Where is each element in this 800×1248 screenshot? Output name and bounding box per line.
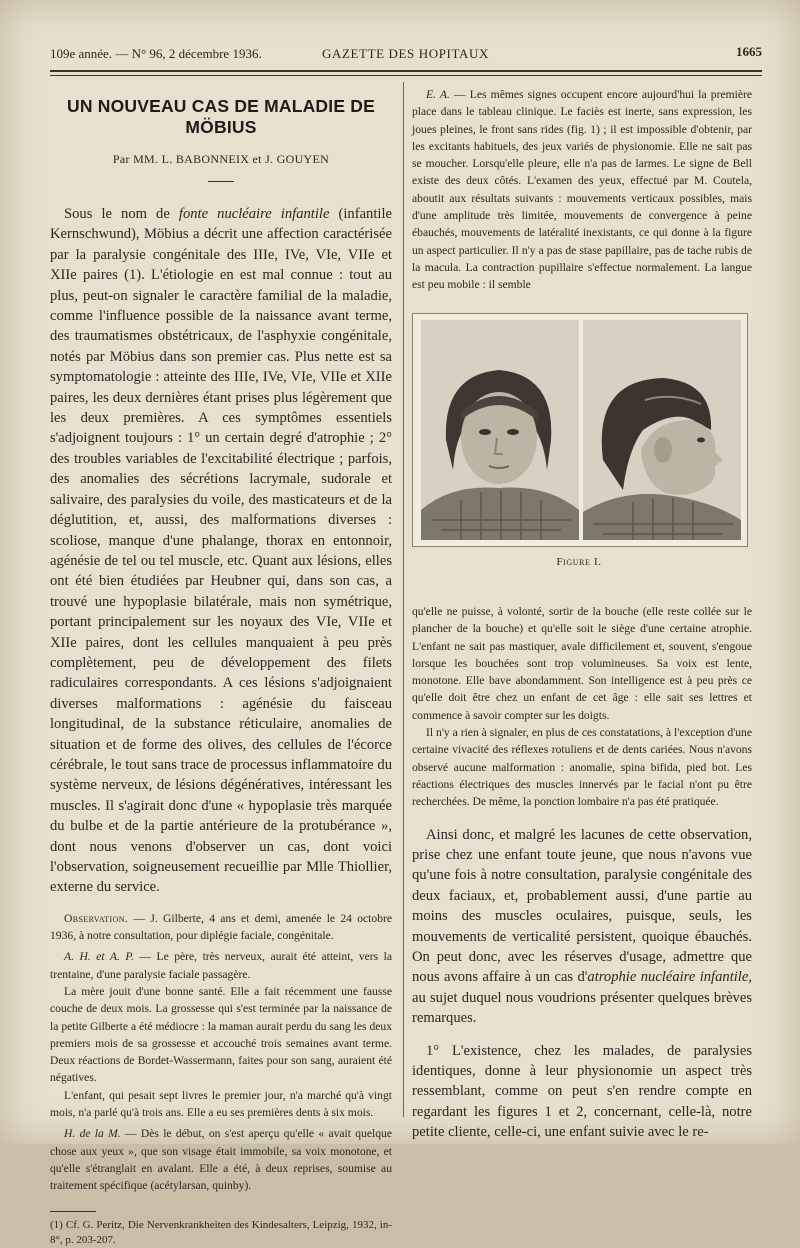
title-separator [208, 181, 234, 182]
hm-paragraph [50, 1125, 392, 1194]
tongue-paragraph: qu'elle ne puisse, à volonté, sortir de la bouche (elle reste collée sur le plancher de la bouche) et qu'elle soit le siège d'une certaine atrophie. L'enfant ne sait pas mastiquer, avale difficilement et, souvent, s'engoue lorsque les bouchées sont trop volumineuses. Sa voix est lente, monotone. Elle bave abondamment. Son intelligence est à peu près ce qu'elle doit être chez un enfant de cet âge : elle sait ses lettres et commence à savoir compter sur les doigts. [412, 605, 752, 722]
conclusion-paragraph [412, 825, 752, 1029]
page-header [50, 44, 762, 64]
page-number: 1665 [736, 44, 762, 59]
ah-label: A. H. et A. P. [64, 950, 134, 964]
point-1-paragraph: 1° L'existence, chez les malades, de paralysies identiques, donne à leur physionomie un aspect très ressemblant, comme on peut s'en rendre compte en regardant les figures 1 et 2, concernant, celle-là, notre petite cliente, celle-ci, une enfant suivie avec le re- [412, 1042, 752, 1141]
conclusion-text-start: Ainsi donc, et malgré les lacunes de cette observation, prise chez une enfant toute jeune, que nous n'avons vue qu'une fois à notre consultation, paralysie congénitale des deux faciaux, et, probablement aussi, d'une partie au moins des muscles oculaires, puisque, seuls, les mouvements de verticalité persistent, quoique ébauchés. On peut donc, avec les réserves d'usage, admettre que nous avons affaire à un cas d' [412, 826, 752, 986]
hm-text: — Dès le début, on s'est aperçu qu'elle « avait quelque chose aux yeux », que son visage était immobile, sa voix monotone, et qu'elle s'étranglait en avalant. Elle a été, à deux reprises, soumise au traitement spécifique (acétylarsan, quinby). [50, 1127, 392, 1193]
header-rule-thick [50, 70, 762, 72]
ea-paragraph [412, 86, 752, 294]
footnote-rule [50, 1211, 96, 1212]
observation-text: — J. Gilberte, 4 ans et demi, amenée le 24 octobre 1936, à notre consultation, pour diplégie faciale, congénitale. [50, 911, 392, 943]
ea-text: — Les mêmes signes occupent encore aujourd'hui la première place dans le tableau clinique. Le faciès est inerte, sans expression, les joues pleines, le front sans rides (fig. 1) ; il est impossible d'obtenir, par les excitants habituels, des jeux variés de physionomie. Elle ne sait pas se moucher. Lorsqu'elle pleure, elle n'a pas de larmes. Le signe de Bell existe des deux côtés. L'examen des yeux, effectué par M. Coutela, aboutit aux résultats suivants : mouvements verticaux possibles, mais d'une amplitude très limitée, mouvements de convergence à peine ébauchés, mouvements de latéralité inexistants, ce qui donne à la figure un aspect particulier. Il n'y a pas de stase papillaire, pas de tache rubis de la macula. La contraction pupillaire s'effectue normalement. La langue est peu mobile : il semble [412, 88, 752, 292]
child-front-portrait [421, 320, 579, 540]
mother-paragraph: La mère jouit d'une bonne santé. Elle a fait récemment une fausse couche de deux mois. La grossesse qui s'est terminée par la naissance de la petite Gilberte a été médiocre : la maman aurait perdu du sang les deux premiers mois de sa grossesse et accouché trois semaines avant terme. Deux réactions de Bordet-Wassermann, faites pour son sang, auraient été négatives. [50, 985, 392, 1085]
hm-label: H. de la M. [64, 1127, 121, 1141]
figure-caption: Figure I. [556, 556, 602, 568]
child-profile-portrait [583, 320, 741, 540]
observation-label: Observation. [64, 911, 129, 925]
issue-info: 109e année. — N° 96, 2 décembre 1936. [50, 46, 262, 61]
column-divider [403, 82, 404, 1117]
header-rule-thin [50, 75, 762, 76]
photo-profile-view [583, 320, 741, 540]
conclusion-italic-term: atrophie nucléaire infantile [587, 969, 749, 986]
ah-paragraph [50, 948, 392, 983]
footnote: (1) Cf. G. Peritz, Die Nervenkrankheiten des Kindesalters, Leipzig, 1932, in-8°, p. 203-207. [50, 1218, 392, 1246]
intro-text-rest: (infantile Kernschwund), Möbius a décrit une affection caractérisée par la paralysie congénitale des IIIe, IVe, VIe, VIIe et XIIe paires (1). L'étiologie en est mal connue : tout au plus, peut-on signaler le caractère familial de la maladie, comme l'influence possible de la naissance avant terme, des traumatismes obstétricaux, de l'asphyxie congénitale, notés par Möbius dans son premier cas. Plus nette est sa symptomatologie : atteinte des IIIe, IVe, VIe, VIIe et XIIe paires, les deux dernières étant prises plus légèrement que les deux premières. A ces symptômes essentiels s'adjoignent toujours : 1° un certain degré d'atrophie ; 2° des troubles variables de l'excitabilité électrique ; parfois, des anomalies des sécrétions lacrymale, sudorale et salivaire, des paralysies du voile, des masticateurs et de la déglutition, et, aussi, des malformations diverses : scoliose, manque d'une phalange, thorax en entonnoir, agénésie de tel ou tel muscle, etc. Quant aux lésions, elles ont été bien étudiées par Heubner qui, dans son cas, a trouvé une hypoplasie bilatérale, mais non symétrique, portant principalement sur les noyaux des VIe, VIIe et XIIe paires, dont les cellules manquaient à peu près complètement, peu de développement des filets radiculaires correspondants. A ces lésions s'adjoignaient diverses malformations : agénésie du faisceau longitudinal, de la substance réticulaire, anomalies de situation et de forme des olives, des cellules de l'écorce cérébrale, le tout sans trace de processus inflammatoire du système nerveux, de lésions dégénératives, intéressant les muscles. Il s'agirait donc d'une « hypoplasie très marquée du bulbe et de la partie antérieure de la protubérance », dont nous venons d'observer un cas, dont voici l'observation, soigneusement recueillie par Mlle Thiollier, externe du service. [50, 206, 392, 896]
intro-text-start: Sous le nom de [64, 206, 179, 222]
article-authors: Par MM. L. BABONNEIX et J. GOUYEN [112, 152, 330, 166]
signal-paragraph: Il n'y a rien à signaler, en plus de ces constatations, à l'exception d'une certaine vivacité des réflexes rotuliens et de dents cariées. Nous n'avons observé aucune malformation : anomalie, spina bifida, pied bot. Les réactions électriques des muscles innervés par le facial n'ont pu être recherchées. De même, la ponction lombaire n'a pas été pratiquée. [412, 726, 752, 809]
figure-1-photographs [412, 313, 748, 547]
right-column-top [412, 86, 752, 294]
ah-text: — Le père, très nerveux, aurait été atteint, vers la trentaine, d'une paralysie faciale passagère. [50, 950, 393, 981]
observation-paragraph [50, 910, 392, 945]
ea-label: E. A. [426, 88, 450, 101]
article-title: UN NOUVEAU CAS DE MALADIE DE MÖBIUS [67, 96, 375, 137]
intro-paragraph [50, 204, 392, 898]
right-column-bottom [412, 603, 752, 1143]
conclusion-text-rest: , au sujet duquel nous voudrions présenter quelques brèves remarques. [412, 969, 752, 1027]
child-paragraph: L'enfant, qui pesait sept livres le premier jour, n'a marché qu'à vingt mois, n'a parlé qu'à trois ans. Elle a eu ses premières dents à six mois. [50, 1088, 392, 1120]
left-column [50, 92, 392, 1248]
photo-front-view [421, 320, 579, 540]
journal-name: GAZETTE DES HOPITAUX [322, 46, 489, 61]
intro-italic-term: fonte nucléaire infantile [178, 206, 330, 222]
